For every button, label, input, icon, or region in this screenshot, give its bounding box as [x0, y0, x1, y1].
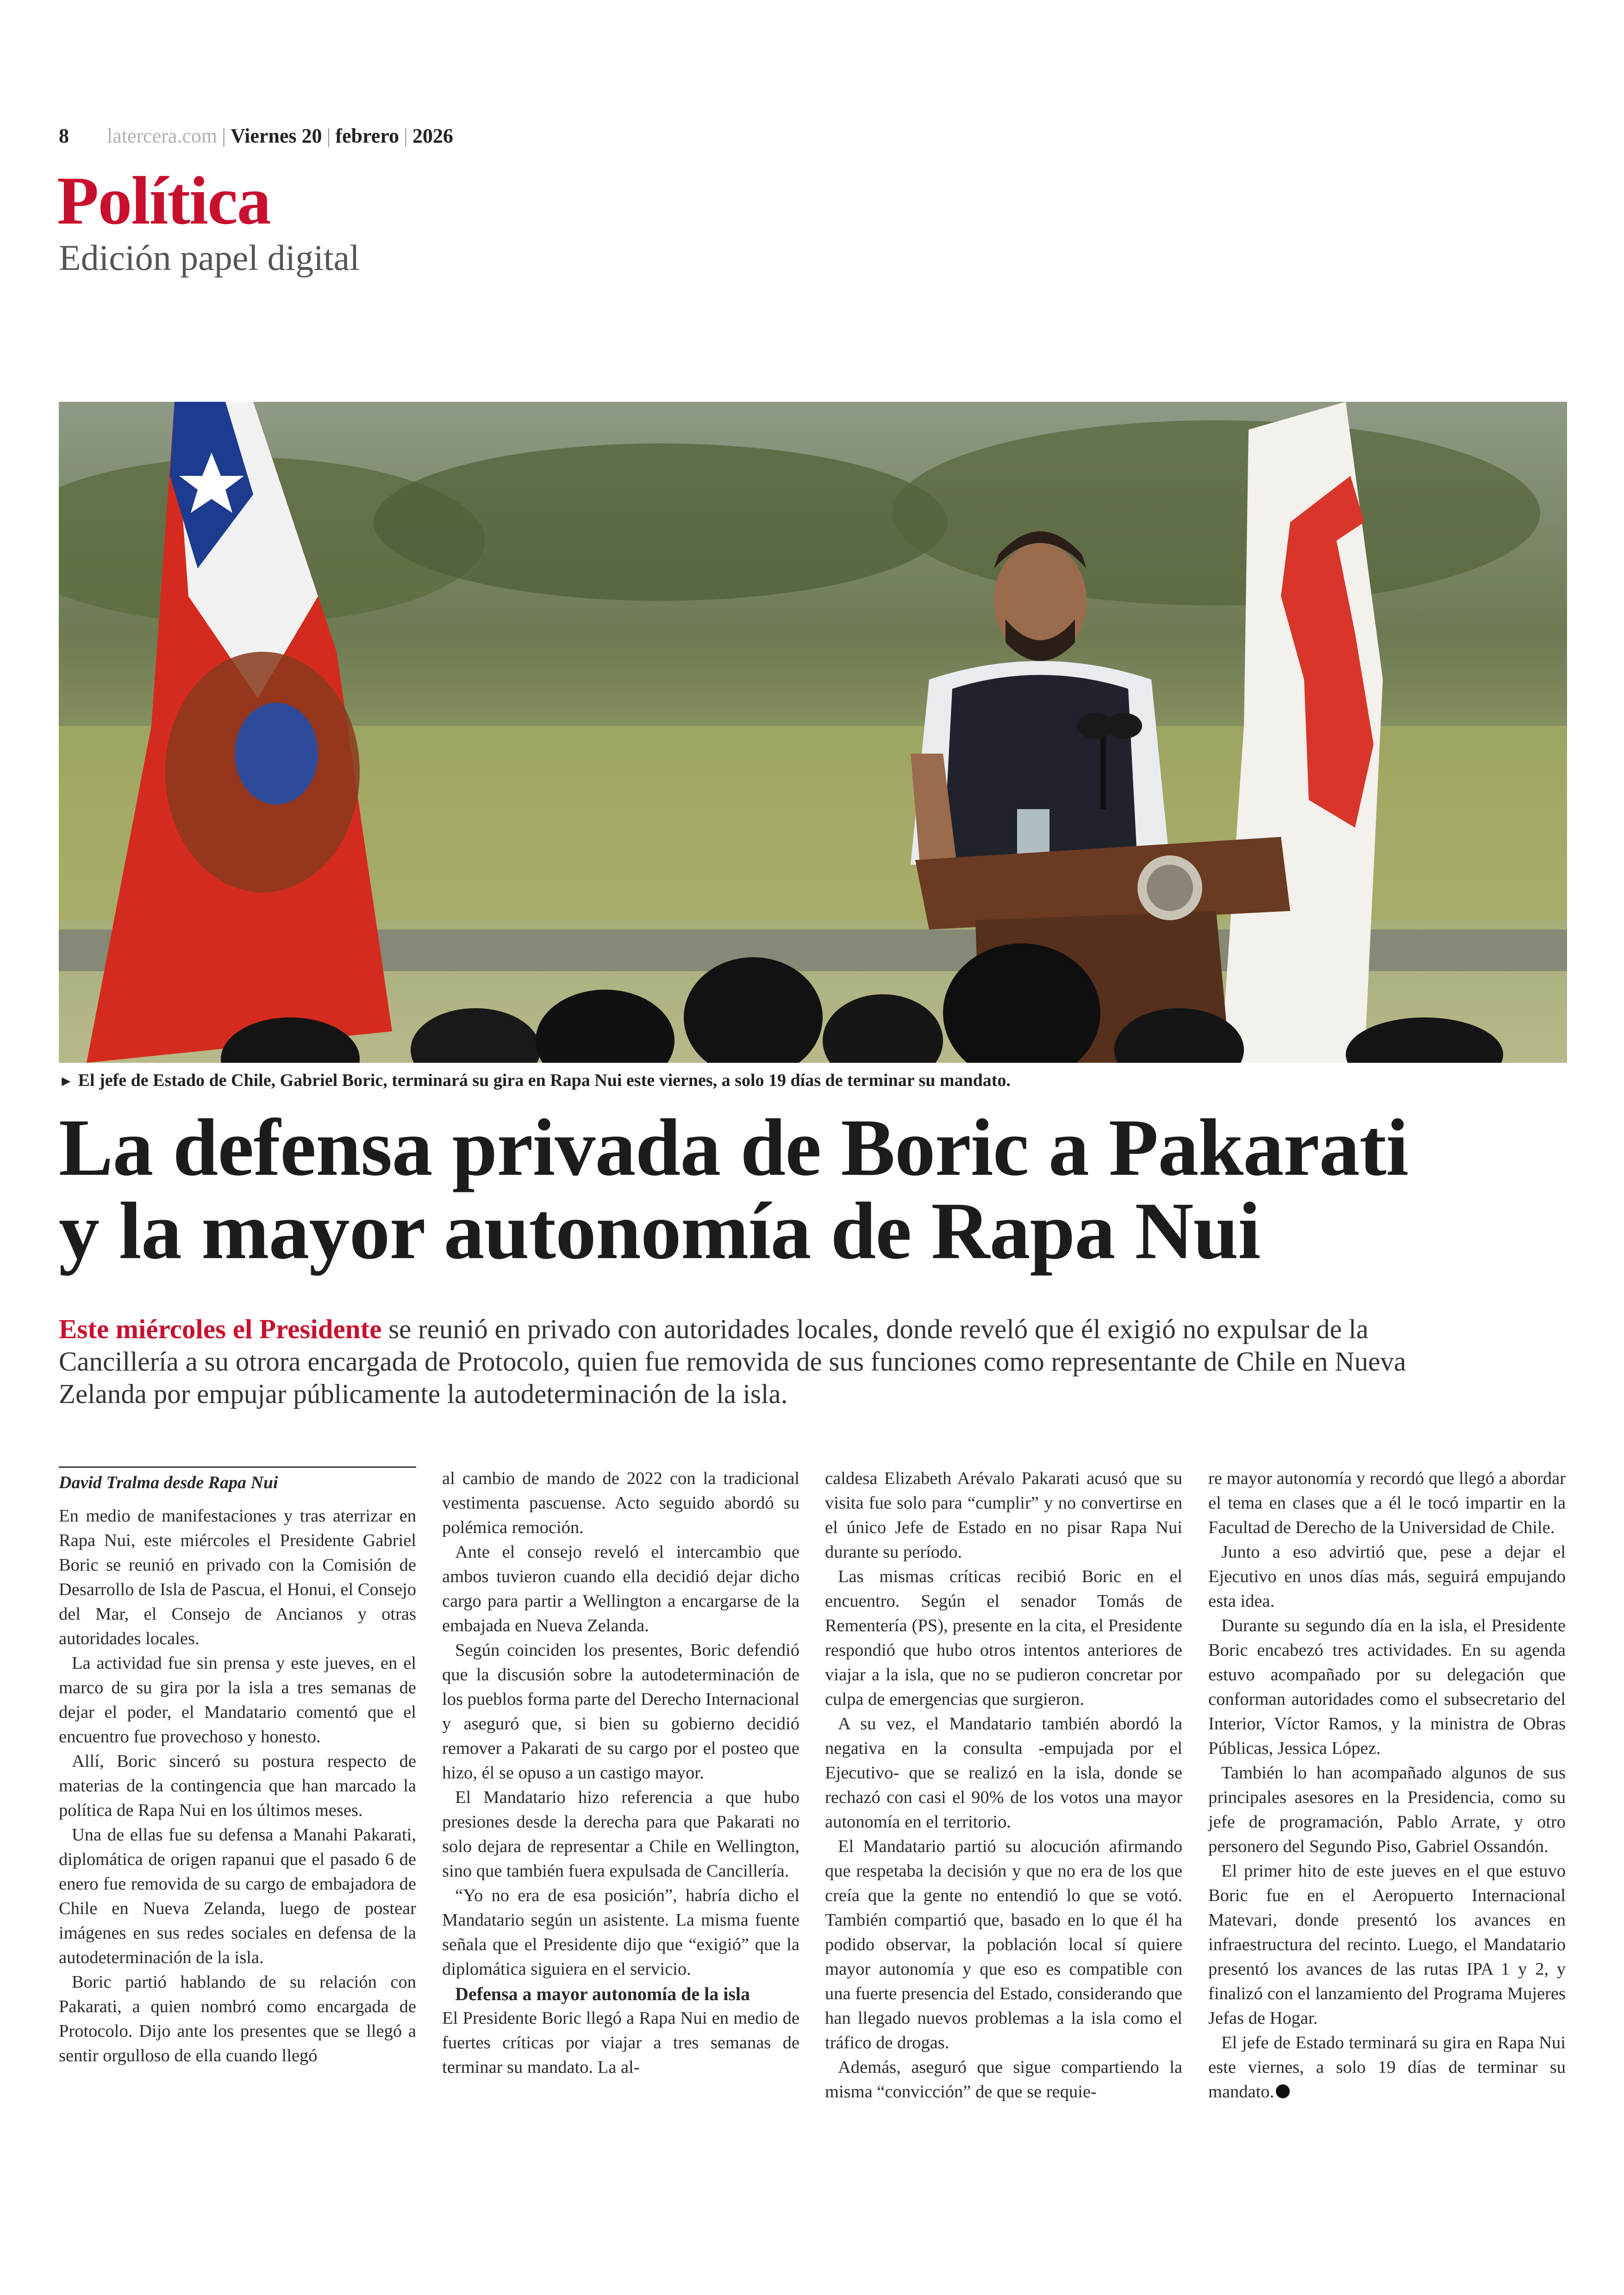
article-column-4 [1208, 1466, 1566, 2104]
paragraph: Junto a eso advirtió que, pese a dejar el Ejecutivo en unos días más, seguirá empujando esta idea. [1208, 1542, 1566, 1611]
article-column-1 [59, 1466, 416, 2068]
deck-lead: Este miércoles el Presidente [59, 1314, 382, 1344]
paragraph: “Yo no era de esa posición”, habría dicho el Mandatario según un asistente. La misma fuente señala que el Presidente dijo que “exigió” que la diplomática siguiera en el servicio. [442, 1886, 800, 1979]
paragraph: Ante el consejo reveló el intercambio que ambos tuvieron cuando ella decidió dejar dicho cargo para partir a Wellington a encargarse de la embajada en Nueva Zelanda. [442, 1542, 800, 1635]
article-photo [59, 402, 1567, 1063]
deck-text: se reunió en privado con autoridades locales, donde reveló que él exigió no expulsar de la Cancillería a su otrora encargada de Protocolo, quien fue removida de sus funciones como representante de Chile en Nueva Zelanda por empujar públicamente la autodeterminación de la isla. [59, 1314, 1406, 1409]
section-title: Política [57, 163, 270, 239]
article-column-2 [442, 1466, 800, 2080]
paragraph: caldesa Elizabeth Arévalo Pakarati acusó que su visita fue solo para “cumplir” y no convertirse en el único Jefe de Estado en no pisar Rapa Nui durante su período. [825, 1469, 1182, 1562]
paragraph: El Presidente Boric llegó a Rapa Nui en medio de fuertes críticas por viajar a tres semanas de terminar su mandato. La al- [442, 2008, 800, 2077]
paragraph: Las mismas críticas recibió Boric en el encuentro. Según el senador Tomás de Rementería (PS), presente en la cita, el Presidente respondió que hubo otros intentos anteriores de viajar a la isla, que no se pudieron concretar por culpa de emergencias que surgieron. [825, 1567, 1182, 1709]
photo-caption [59, 1070, 1567, 1091]
paragraph: En medio de manifestaciones y tras aterrizar en Rapa Nui, este miércoles el Presidente Gabriel Boric se reunió en privado con la Comisión de Desarrollo de Isla de Pascua, el Honui, el Consejo del Mar, el Consejo de Ancianos y otras autoridades locales. [59, 1506, 416, 1648]
article-column-3 [825, 1466, 1182, 2104]
paragraph: El primer hito de este jueves en el que estuvo Boric fue en el Aeropuerto Internacional Matevari, donde presentó los avances en infraestructura del recinto. Luego, el Mandatario presentó los avances de las rutas IPA 1 y 2, y finalizó con el lanzamiento del Programa Mujeres Jefas de Hogar. [1208, 1861, 1566, 2028]
paragraph: Boric partió hablando de su relación con Pakarati, a quien nombró como encargada de Protocolo. Dijo ante los presentes que se llegó a sentir orgulloso de ella cuando llegó [59, 1972, 416, 2065]
header-day: Viernes 20 [230, 125, 322, 147]
photo-illustration [59, 402, 1567, 1063]
header-year: 2026 [412, 125, 453, 147]
paragraph: Una de ellas fue su defensa a Manahi Pakarati, diplomática de origen rapanui que el pasado 6 de enero fue removida de su cargo de embajadora de Chile en Nueva Zelanda, luego de postear imágenes en sus redes sociales en defensa de la autodeterminación de la isla. [59, 1825, 416, 1967]
paragraph: Durante su segundo día en la isla, el Presidente Boric encabezó tres actividades. En su agenda estuvo acompañado por su delegación que conforman autoridades como el subsecretario del Interior, Víctor Ramos, y la ministra de Obras Públicas, Jessica López. [1208, 1616, 1566, 1758]
end-mark-icon [1276, 2084, 1290, 2098]
paragraph: A su vez, el Mandatario también abordó la negativa en la consulta -empujada por el Ejecutivo- que se realizó en la isla, donde se rechazó con casi el 90% de los votos una mayor autonomía en el territorio. [825, 1714, 1182, 1832]
paragraph: Además, aseguró que sigue compartiendo la misma “convicción” de que se requie- [825, 2058, 1182, 2102]
paragraph: También lo han acompañado algunos de sus principales asesores en la Presidencia, como su jefe de programación, Pablo Arrate, y otro personero del Segundo Piso, Gabriel Ossandón. [1208, 1763, 1566, 1856]
headline-line-2: y la mayor autonomía de Rapa Nui [59, 1186, 1261, 1276]
paragraph: Según coinciden los presentes, Boric defendió que la discusión sobre la autodeterminación de los pueblos forma parte del Derecho Internacional y aseguró que, si bien su gobierno decidió remover a Pakarati de su cargo por el posteo que hizo, él se opuso a un castigo mayor. [442, 1640, 800, 1783]
header-month: febrero [335, 125, 399, 147]
article-deck [59, 1313, 1485, 1410]
paragraph-last [1208, 2031, 1566, 2104]
caption-text: El jefe de Estado de Chile, Gabriel Boric, terminará su gira en Rapa Nui este viernes, a solo 19 días de terminar su mandato. [78, 1071, 1011, 1090]
headline-line-1: La defensa privada de Boric a Pakarati [59, 1103, 1408, 1193]
caption-arrow-icon: ► [59, 1073, 74, 1089]
article-headline [59, 1103, 1567, 1276]
page-header: 8 latercera.com | Viernes 20 | febrero | 2026 [59, 125, 453, 147]
site-name[interactable]: latercera.com [107, 125, 218, 147]
section-subtitle: Edición papel digital [59, 237, 360, 278]
paragraph: re mayor autonomía y recordó que llegó a abordar el tema en clases que a él le tocó impartir en la Facultad de Derecho de la Universidad de Chile. [1208, 1469, 1566, 1537]
page-number: 8 [59, 125, 69, 147]
paragraph: al cambio de mando de 2022 con la tradicional vestimenta pascuense. Acto seguido abordó su polémica remoción. [442, 1469, 800, 1537]
paragraph: El Mandatario partió su alocución afirmando que respetaba la decisión y que no era de los que creía que la gente no entendió lo que se votó. También compartió que, basado en lo que él ha podido observar, la población local sí quiere mayor autonomía y que eso es compatible con una fuerte presencia del Estado, considerando que han llegado nuevos problemas a la isla como el tráfico de drogas. [825, 1837, 1182, 2052]
paragraph: La actividad fue sin prensa y este jueves, en el marco de su gira por la isla a tres semanas de dejar el poder, el Mandatario comentó que el encuentro fue provechoso y honesto. [59, 1653, 416, 1746]
section-subheading: Defensa a mayor autonomía de la isla [455, 1983, 750, 2004]
paragraph: El Mandatario hizo referencia a que hubo presiones desde la derecha para que Pakarati no solo dejara de representar a Chile en Wellington, sino que también fuera expulsada de Cancillería. [442, 1788, 800, 1881]
byline: David Tralma desde Rapa Nui [59, 1466, 416, 1494]
paragraph-text: El jefe de Estado terminará su gira en Rapa Nui este viernes, a solo 19 días de terminar su mandato. [1208, 2033, 1566, 2102]
paragraph: Allí, Boric sinceró su postura respecto de materias de la contingencia que han marcado la política de Rapa Nui en los últimos meses. [59, 1752, 416, 1820]
